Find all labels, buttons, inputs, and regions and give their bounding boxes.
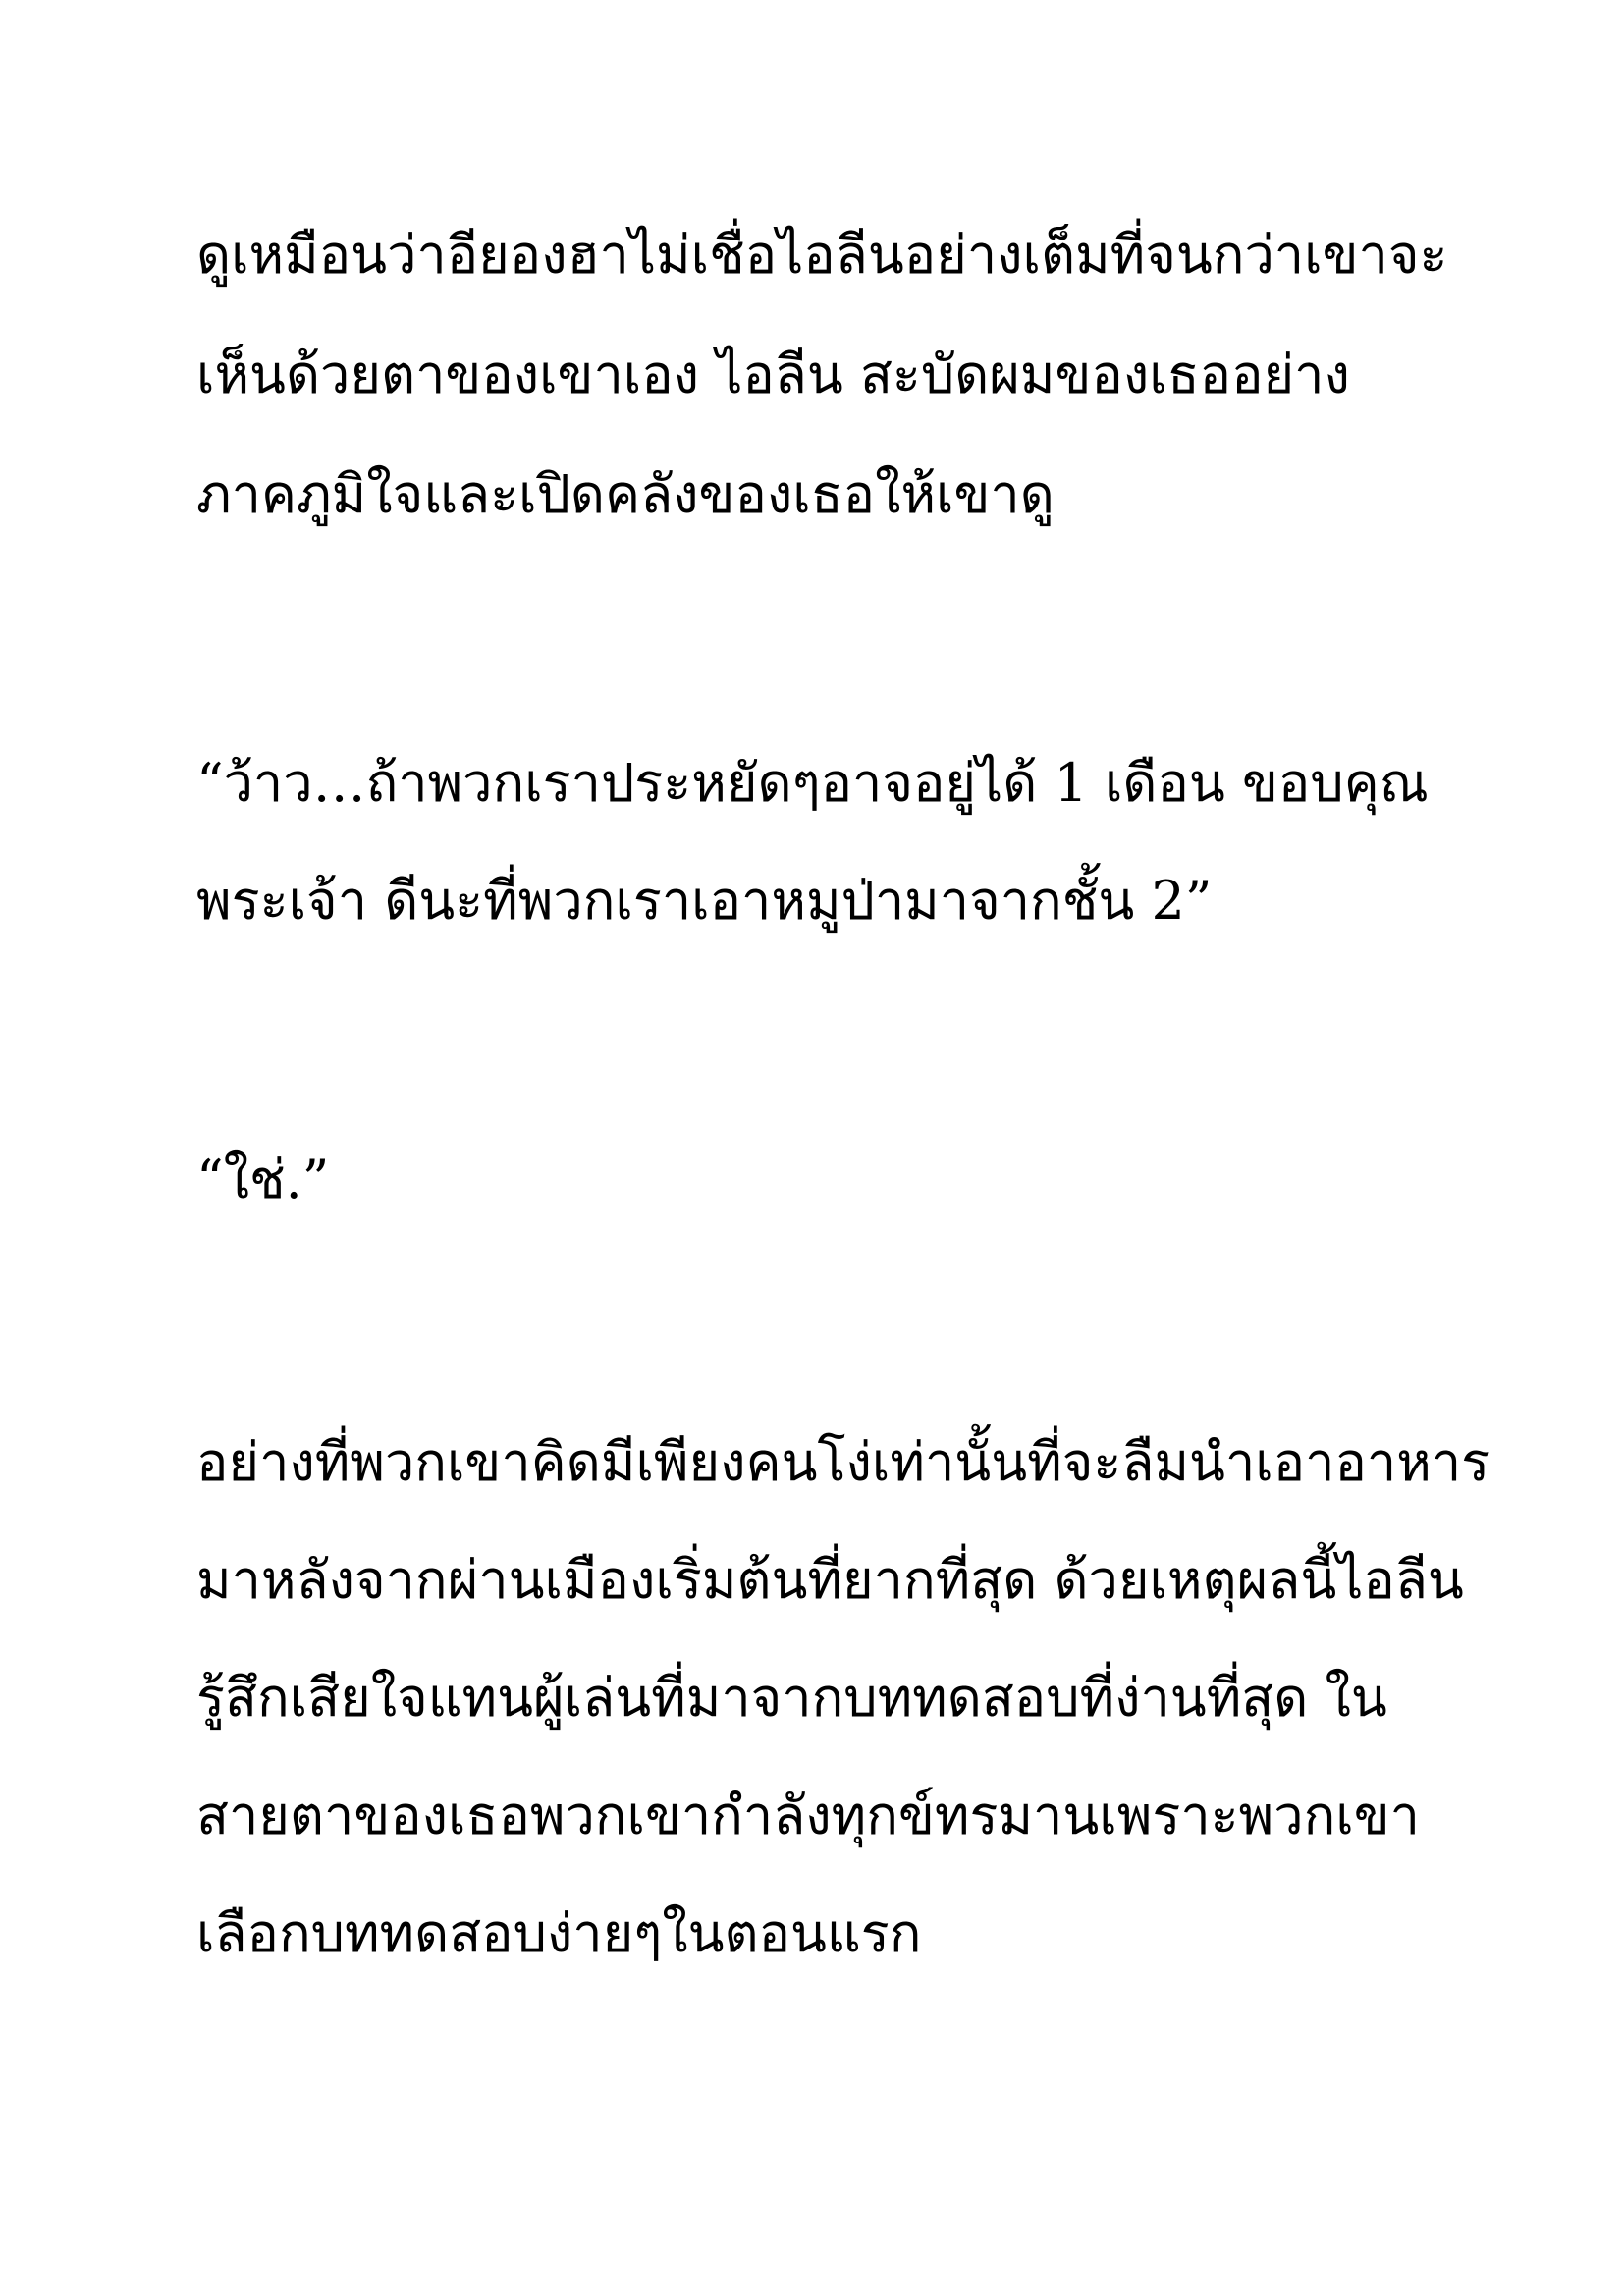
paragraph-line: ภาคภูมิใจและเปิดคลังของเธอให้เขาดู bbox=[196, 463, 1055, 525]
paragraph-line: มาหลังจากผ่านเมืองเริ่มต้นที่ยากที่สุด ด้วยเหตุผลนี้ไอลีน bbox=[196, 1549, 1464, 1611]
dialogue-line: พระเจ้า ดีนะที่พวกเราเอาหมูป่ามาจากชั้น 2” bbox=[196, 870, 1213, 932]
paragraph-line: สายตาของเธอพวกเขากำลังทุกข์ทรมานเพราะพวกเขา bbox=[196, 1785, 1420, 1846]
paragraph-line: อย่างที่พวกเขาคิดมีเพียงคนโง่เท่านั้นที่จะลืมนำเอาอาหาร bbox=[196, 1431, 1490, 1493]
paragraph-line: เลือกบททดสอบง่ายๆในตอนแรก bbox=[196, 1902, 922, 1964]
dialogue-line: “ใช่.” bbox=[196, 1148, 330, 1210]
dialogue-line: “ว้าว…ถ้าพวกเราประหยัดๆอาจอยู่ได้ 1 เดือน ขอบคุณ bbox=[196, 752, 1429, 814]
paragraph-line: เห็นด้วยตาของเขาเอง ไอลีน สะบัดผมของเธออย่าง bbox=[196, 344, 1350, 405]
paragraph-line: ดูเหมือนว่าอียองฮาไม่เชื่อไอลีนอย่างเต็มที่จนกว่าเขาจะ bbox=[196, 224, 1448, 286]
paragraph-line: รู้สึกเสียใจแทนผู้เล่นที่มาจากบททดสอบที่ง่านที่สุด ใน bbox=[196, 1667, 1387, 1729]
